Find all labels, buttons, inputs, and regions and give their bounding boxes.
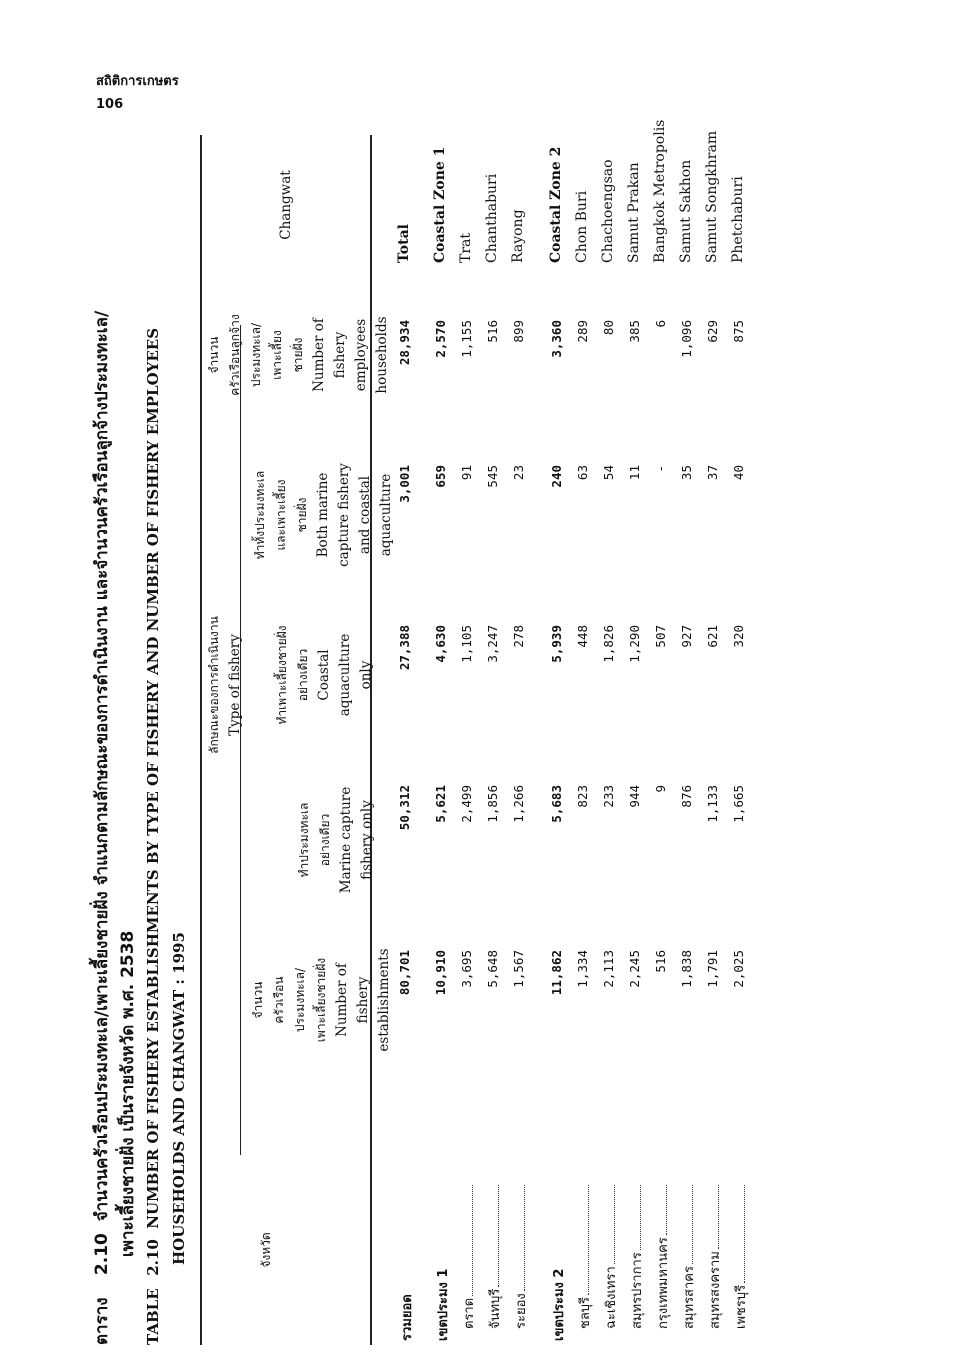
coastal-cell: 1,826 bbox=[601, 625, 616, 663]
both-cell: 545 bbox=[485, 465, 500, 488]
emp-cell: 1,155 bbox=[459, 320, 474, 358]
changwat-thai-cell: ระยอง bbox=[514, 1293, 529, 1329]
coastal-cell: 1,105 bbox=[459, 625, 474, 663]
coastal-cell: 5,939 bbox=[549, 625, 564, 663]
changwat-english-cell: Samut Sakhon bbox=[678, 159, 694, 263]
marine-cell: 2,499 bbox=[459, 785, 474, 823]
header-changwat-thai: จังหวัด bbox=[259, 1232, 273, 1268]
marine-cell: 876 bbox=[679, 785, 694, 808]
emp-cell: 6 bbox=[653, 320, 668, 328]
coastal-cell: 507 bbox=[653, 625, 668, 648]
est-cell: 11,862 bbox=[549, 950, 564, 996]
leader-dots bbox=[614, 1185, 615, 1264]
changwat-english-cell: Bangkok Metropolis bbox=[652, 119, 668, 263]
header-changwat-english: Changwat bbox=[278, 170, 294, 240]
table-row bbox=[546, 135, 572, 1345]
header-establishments: จำนวน ครัวเรือน ประมงทะเล/ เพาะเลี้ยงชายฝั่ง Number of fishery establishments bbox=[251, 948, 392, 1052]
both-cell: 3,001 bbox=[397, 465, 412, 503]
marine-cell: 233 bbox=[601, 785, 616, 808]
header-type-of-fishery: ลักษณะของการดำเนินงาน Type of fishery bbox=[207, 616, 243, 754]
emp-cell: 3,360 bbox=[549, 320, 564, 358]
both-cell: 91 bbox=[459, 465, 474, 481]
emp-cell: 28,934 bbox=[397, 320, 412, 366]
leader-dots bbox=[472, 1185, 473, 1296]
header-coastal-aquaculture: ทำเพาะเลี้ยงชายฝั่ง อย่างเดียว Coastal aquaculture only bbox=[275, 625, 374, 725]
header-both-marine-coastal: ทำทั้งประมงทะเล และเพาะเลี้ยง ชายฝั่ง Both marine capture fishery and coastal aquaculture bbox=[253, 463, 394, 567]
both-cell: 37 bbox=[705, 465, 720, 481]
emp-cell: 2,570 bbox=[433, 320, 448, 358]
rotated-table-page bbox=[80, 119, 880, 1345]
both-cell: 35 bbox=[679, 465, 694, 481]
marine-cell: 1,665 bbox=[731, 785, 746, 823]
title-english-line-2: HOUSEHOLDS AND CHANGWAT : 1995 bbox=[170, 932, 188, 1265]
marine-cell: 5,683 bbox=[549, 785, 564, 823]
marine-cell: 944 bbox=[627, 785, 642, 808]
changwat-thai-cell: ชลบุรี bbox=[578, 1296, 593, 1329]
coastal-cell: 27,388 bbox=[397, 625, 412, 671]
both-cell: 23 bbox=[511, 465, 526, 481]
both-cell: 63 bbox=[575, 465, 590, 481]
coastal-cell: 278 bbox=[511, 625, 526, 648]
leader-dots bbox=[666, 1185, 667, 1235]
table-row bbox=[456, 135, 482, 1345]
changwat-english-cell: Samut Prakan bbox=[626, 162, 642, 263]
table-top-rule bbox=[200, 135, 202, 1345]
marine-cell: 50,312 bbox=[397, 785, 412, 831]
est-cell: 5,648 bbox=[485, 950, 500, 988]
table-row bbox=[430, 135, 456, 1345]
both-cell: 54 bbox=[601, 465, 616, 481]
table-row bbox=[624, 135, 650, 1345]
emp-cell: 875 bbox=[731, 320, 746, 343]
changwat-thai-cell: ตราด bbox=[462, 1297, 477, 1329]
changwat-english-cell: Chanthaburi bbox=[484, 173, 500, 263]
table-row bbox=[676, 135, 702, 1345]
changwat-thai-cell: สมุทรปราการ bbox=[630, 1252, 645, 1329]
est-cell: 10,910 bbox=[433, 950, 448, 996]
est-cell: 1,838 bbox=[679, 950, 694, 988]
marine-cell: 5,621 bbox=[433, 785, 448, 823]
table-row bbox=[702, 130, 728, 1345]
leader-dots bbox=[524, 1185, 525, 1291]
est-cell: 2,245 bbox=[627, 950, 642, 988]
table-row bbox=[728, 135, 754, 1345]
est-cell: 2,025 bbox=[731, 950, 746, 988]
est-cell: 1,567 bbox=[511, 950, 526, 988]
table-row bbox=[650, 119, 676, 1345]
emp-cell: 516 bbox=[485, 320, 500, 343]
changwat-english-cell: Phetchaburi bbox=[730, 176, 746, 263]
marine-cell: 1,133 bbox=[705, 785, 720, 823]
section-title: สถิติการเกษตร bbox=[96, 74, 179, 89]
title-english-line-1: TABLE 2.10 NUMBER OF FISHERY ESTABLISHMENTS BY TYPE OF FISHERY AND NUMBER OF FISHERY EMPLOYEES bbox=[144, 327, 162, 1345]
header-employee-households: จำนวน ครัวเรือนลูกจ้าง ประมงทะเล/ เพาะเลี้ยง ชายฝั่ง Number of fishery employees households bbox=[207, 314, 390, 396]
changwat-thai-cell: สมุทรสงคราม bbox=[708, 1251, 723, 1329]
leader-dots bbox=[498, 1185, 499, 1287]
both-cell: - bbox=[653, 465, 668, 473]
table-row bbox=[598, 135, 624, 1345]
changwat-thai-cell: กรุงเทพมหานคร bbox=[656, 1237, 671, 1329]
est-cell: 1,334 bbox=[575, 950, 590, 988]
changwat-english-cell: Chon Buri bbox=[574, 190, 590, 263]
table-row bbox=[572, 135, 598, 1345]
est-cell: 2,113 bbox=[601, 950, 616, 988]
coastal-cell: 4,630 bbox=[433, 625, 448, 663]
changwat-english-cell: Coastal Zone 1 bbox=[432, 146, 448, 263]
changwat-thai-cell: รวมยอด bbox=[400, 1294, 415, 1341]
changwat-english-cell: Chachoengsao bbox=[600, 159, 616, 263]
changwat-thai-cell: ฉะเชิงเทรา bbox=[604, 1266, 619, 1329]
leader-dots bbox=[588, 1185, 589, 1295]
emp-cell: 385 bbox=[627, 320, 642, 343]
title-thai-line-2: เพาะเลี้ยงชายฝั่ง เป็นรายจังหวัด พ.ศ. 2538 bbox=[118, 930, 138, 1257]
both-cell: 240 bbox=[549, 465, 564, 488]
est-cell: 516 bbox=[653, 950, 668, 973]
emp-cell: 80 bbox=[601, 320, 616, 336]
coastal-cell: 320 bbox=[731, 625, 746, 648]
marine-cell: 1,266 bbox=[511, 785, 526, 823]
marine-cell: 823 bbox=[575, 785, 590, 808]
est-cell: 3,695 bbox=[459, 950, 474, 988]
est-cell: 80,701 bbox=[397, 950, 412, 996]
changwat-english-cell: Rayong bbox=[510, 209, 526, 263]
both-cell: 659 bbox=[433, 465, 448, 488]
changwat-english-cell: Trat bbox=[458, 232, 474, 263]
changwat-thai-cell: จันทบุรี bbox=[488, 1288, 503, 1329]
emp-cell: 289 bbox=[575, 320, 590, 343]
marine-cell: 1,856 bbox=[485, 785, 500, 823]
both-cell: 40 bbox=[731, 465, 746, 481]
changwat-thai-cell: สมุทรสาคร bbox=[682, 1266, 697, 1329]
changwat-thai-cell: เขตประมง 2 bbox=[552, 1268, 567, 1341]
coastal-cell: 1,290 bbox=[627, 625, 642, 663]
table-row bbox=[394, 135, 420, 1345]
emp-cell: 1,096 bbox=[679, 320, 694, 358]
table-row bbox=[508, 135, 534, 1345]
est-cell: 1,791 bbox=[705, 950, 720, 988]
table-row bbox=[482, 135, 508, 1345]
emp-cell: 629 bbox=[705, 320, 720, 343]
coastal-cell: 3,247 bbox=[485, 625, 500, 663]
coastal-cell: 621 bbox=[705, 625, 720, 648]
changwat-english-cell: Total bbox=[396, 223, 412, 263]
emp-cell: 899 bbox=[511, 320, 526, 343]
both-cell: 11 bbox=[627, 465, 642, 481]
page-number: 106 bbox=[96, 97, 124, 112]
title-thai-line-1: ตาราง 2.10 จำนวนครัวเรือนประมงทะเล/เพาะเลี้ยงชายฝั่ง จำแนกตามลักษณะของการดำเนินงาน และจำนวนครัวเรือนลูกจ้างประมงทะเล/ bbox=[92, 310, 112, 1345]
changwat-english-cell: Samut Songkhram bbox=[704, 130, 720, 263]
leader-dots bbox=[640, 1185, 641, 1250]
coastal-cell: 448 bbox=[575, 625, 590, 648]
page-header bbox=[96, 70, 179, 112]
changwat-english-cell: Coastal Zone 2 bbox=[548, 146, 564, 263]
leader-dots bbox=[692, 1185, 693, 1264]
leader-dots bbox=[744, 1185, 745, 1283]
changwat-thai-cell: เพชรบุรี bbox=[734, 1284, 749, 1329]
header-marine-capture: ทำประมงทะเล อย่างเดียว Marine capture fishery only bbox=[297, 786, 375, 894]
marine-cell: 9 bbox=[653, 785, 668, 793]
coastal-cell: 927 bbox=[679, 625, 694, 648]
leader-dots bbox=[718, 1185, 719, 1249]
changwat-thai-cell: เขตประมง 1 bbox=[436, 1268, 451, 1341]
